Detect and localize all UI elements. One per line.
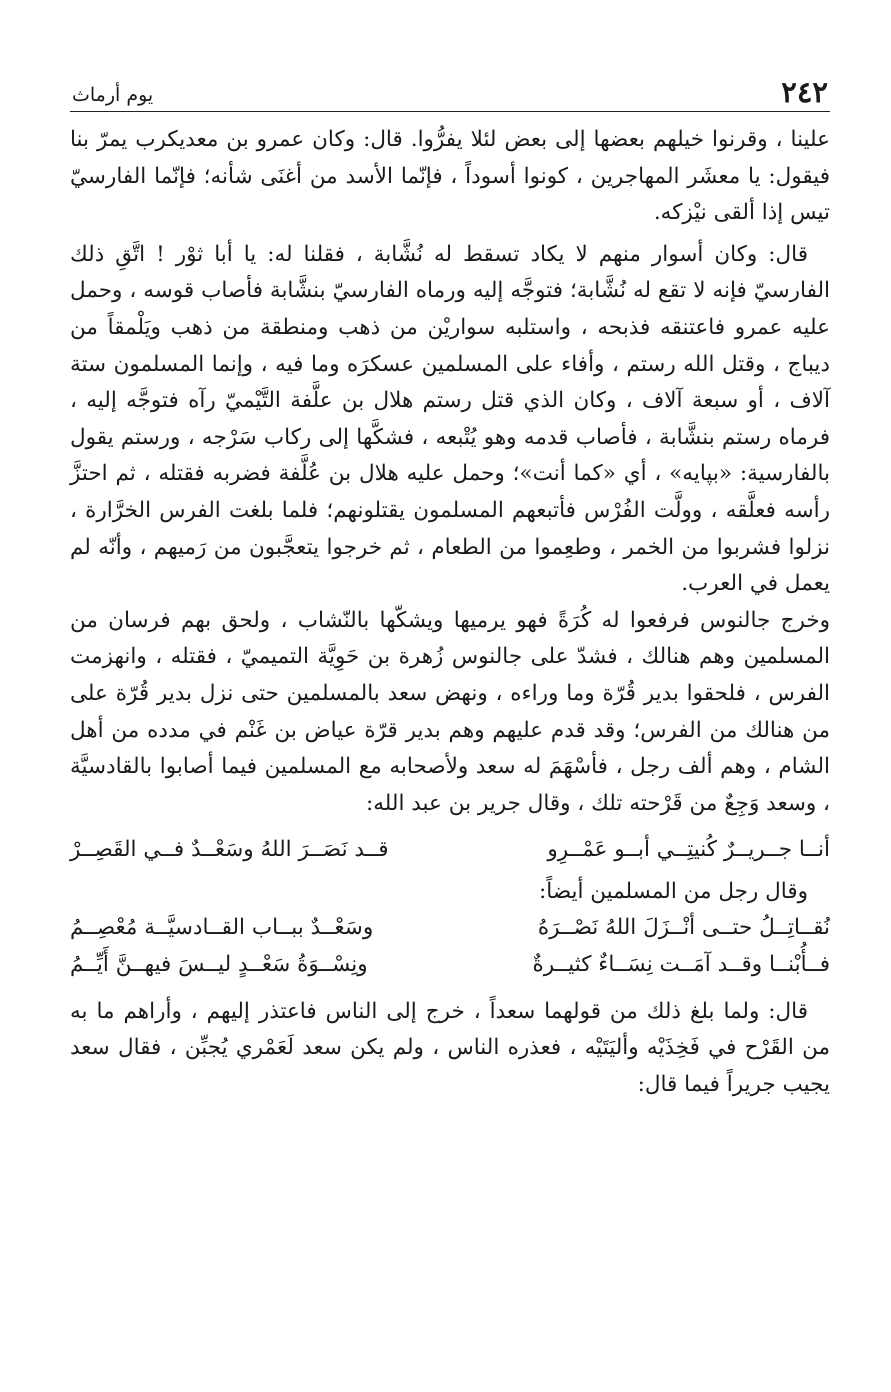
book-page [70,62,830,1103]
verse-second-hemistich: قــد نَصَــرَ اللهُ وسَعْــدٌ فــي القَصِــرْ [70,837,389,863]
paragraph-1: علينا ، وقرنوا خيلهم بعضها إلى بعض لئلا يفرُّوا. قال: وكان عمرو بن معديكرب يمرّ بنا فيقول: يا معشَر المهاجرين ، كونوا أسوداً ، فإنّما الأسد من أغنَى شأنه؛ فإنّما الفارسيّ تيس إذا ألقى نيْزكه. [70,127,830,226]
paragraph-3: وخرج جالنوس فرفعوا له كُرَةً فهو يرميها ويشكّها بالنّشاب ، ولحق بهم فرسان من المسلمين وهم هنالك ، فشدّ على جالنوس زُهرة بن حَوِيَّة التميميّ ، فقتله ، وانهزمت الفرس ، فلحقوا بدير قُرّة وما وراءه ، ونهض سعد بالمسلمين حتى نزل بدير قُرّة على من هنالك من الفرس؛ وقد قدم عليهم وهم بدير قرّة عياض بن غَنْم في مدده من أهل الشام ، وهم ألف رجل ، فأسْهَمَ له سعد ولأصحابه مع المسلمين فيما أصابوا بالقادسيَّة ، وسعد وَجِعٌ من قَرْحته تلك ، وقال جرير بن عبد الله: [70,607,830,816]
verse-first-hemistich: نُقــاتِــلُ حتــى أنْــزَلَ اللهُ نَصْــرَهُ [537,915,830,941]
verse-first-hemistich: فــأُبْنــا وقــد آمَــت نِسَــاءٌ كثيــرةٌ [532,952,830,978]
poem-verse-1 [70,832,830,869]
verse-first-hemistich: أنــا جــريــرٌ كُنيتِــي أبــو عَمْــرِو [547,837,830,863]
running-title: يوم أرماث [72,84,154,106]
verse-second-hemistich: ونِسْــوَةُ سَعْــدٍ ليــسَ فيهــنَّ أَيِّــمُ [70,952,368,978]
poem-verse-3 [70,947,830,984]
poem-intro: وقال رجل من المسلمين أيضاً: [539,878,808,904]
verse-second-hemistich: وسَعْــدٌ ببــاب القــادسيَّــة مُعْصِــمُ [70,915,374,941]
page-number: ٢٤٢ [781,75,828,109]
paragraph-2: قال: وكان أسوار منهم لا يكاد تسقط له نُشَّابة ، فقلنا له: يا أبا ثوْر ! اتَّقِ ذلك الفارسيّ فإنه لا تقع له نُشَّابة؛ فتوجَّه إليه ورماه الفارسيّ بنشَّابة فأصاب قوسه ، وحمل عليه عمرو فاعتنقه فذبحه ، واستلبه سواريْن من ذهب ومنطقة من ذهب ويَلْمقاً من ديباج ، وقتل الله رستم ، وأفاء على المسلمين عسكرَه وما فيه ، وإنما المسلمون ستة آلاف ، أو سبعة آلاف ، وكان الذي قتل رستم هلال بن علَّفة التَّيْميّ رآه فتوجَّه إليه ، فرماه رستم بنشَّابة ، فأصاب قدمه وهو يُتْبعه ، فشكَّها إلى ركاب سَرْجه ، ورستم يقول بالفارسية: «بپايه» ، أي «كما أنت»؛ وحمل عليه هلال بن عُلَّفة فضربه فقتله ، ثم احتزَّ رأسه فعلَّقه ، وولَّت الفُرْس فأتبعهم المسلمون يقتلونهم؛ فلما بلغت الفرس الخرَّارة ، نزلوا فشربوا من الخمر ، وطعِموا من الطعام ، ثم خرجوا يتعجَّبون من رَميهم ، وأنّه لم يعمل في العرب. [70,241,830,597]
poem-verse-2 [70,910,830,947]
page-body [70,122,830,1103]
page-header [70,62,830,112]
closing-paragraph: قال: ولما بلغ ذلك من قولهما سعداً ، خرج إلى الناس فاعتذر إليهم ، وأراهم ما به من القَرْح في فَخِذَيْه وأليَتَيْه ، فعذره الناس ، ولم يكن سعد لَعَمْري يُجبِّن ، فقال سعد يجيب جريراً فيما قال: [70,998,830,1097]
